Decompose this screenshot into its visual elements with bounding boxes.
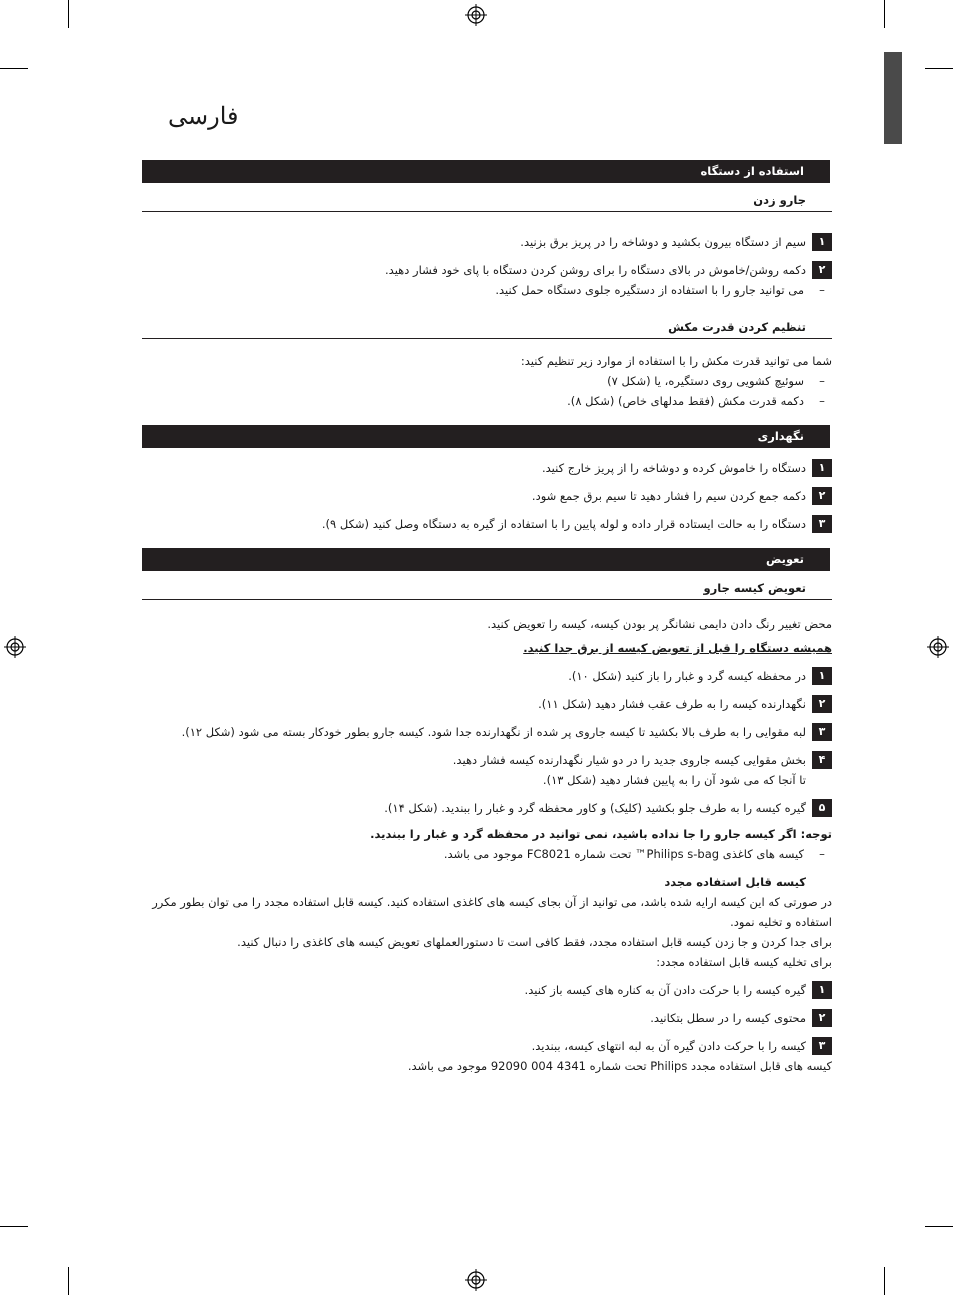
step — [142, 1036, 832, 1056]
step-number: ۳ — [812, 515, 832, 533]
warning-text: همیشه دستگاه را قبل از تعویض کیسه از برق جدا کنید. — [523, 641, 832, 655]
list-item: – دکمه قدرت مکش (فقط مدلهای خاص) (شکل ۸). — [142, 391, 832, 411]
paragraph: برای تخلیه کیسه قابل استفاده مجدد: — [656, 955, 832, 969]
subheading-suction: تنظیم کردن قدرت مکش — [142, 310, 832, 339]
list-item: – می توانید جارو را با استفاده از دستگیره جلوی دستگاه حمل کنید. — [142, 280, 832, 300]
step-text: دستگاه را به حالت ایستاده قرار داده و لوله پایین را با استفاده از گیره به دستگاه وصل کنید (شکل ۹). — [321, 517, 806, 531]
step-text: سیم از دستگاه بیرون بکشید و دوشاخه را در پریز برق بزنید. — [520, 235, 806, 249]
step-text: تا آنجا که می شود آن را به پایین فشار دهید (شکل ۱۳). — [542, 773, 806, 787]
language-tab — [884, 52, 902, 144]
step-number: ۵ — [812, 799, 832, 817]
step-number: ۱ — [812, 981, 832, 999]
step-number: ۲ — [812, 1009, 832, 1027]
step — [142, 750, 832, 790]
section-header-replace: تعویض — [142, 548, 830, 571]
step-text: کیسه را با حرکت دادن گیره آن به لبه انتهای کیسه، ببندید. — [531, 1039, 806, 1053]
step — [142, 694, 832, 714]
subheading-reusable: کیسه قابل استفاده مجدد — [664, 875, 806, 889]
crop-mark — [68, 0, 69, 28]
list-item-text: کیسه های کاغذی Philips s-bag™ تحت شماره FC8021 موجود می باشد. — [443, 847, 804, 861]
paragraph: محض تغییر رنگ دادن دایمی نشانگر پر بودن کیسه، کیسه را تعویض کنید. — [487, 617, 832, 631]
crop-mark — [0, 1226, 28, 1227]
step-text: دکمه روشن/خاموش در بالای دستگاه را برای روشن کردن دستگاه با پای خود فشار دهید. — [385, 263, 806, 277]
step-text: گیره کیسه را به طرف جلو بکشید (کلیک) و کاور محفظه گرد و غبار را ببندید. (شکل ۱۴). — [384, 801, 806, 815]
section-header-storage: نگهداری — [142, 425, 830, 448]
registration-mark-icon — [4, 636, 26, 658]
step-number: ۲ — [812, 261, 832, 279]
step-text: بخش مقوایی کیسه جاروی جدید را در دو شیار نگهدارنده کیسه فشار دهید. — [452, 753, 806, 767]
list-item-text: سوئیچ کشویی روی دستگیره، یا (شکل ۷) — [607, 374, 804, 388]
step-number: ۱ — [812, 233, 832, 251]
step — [142, 232, 832, 252]
step — [142, 980, 832, 1000]
step — [142, 666, 832, 686]
step-text: دستگاه را خاموش کرده و دوشاخه را از پریز خارج کنید. — [541, 461, 806, 475]
crop-mark — [884, 0, 885, 28]
list-item-text: دکمه قدرت مکش (فقط مدلهای خاص) (شکل ۸). — [567, 394, 804, 408]
crop-mark — [68, 1267, 69, 1295]
language-title: فارسی — [168, 102, 239, 130]
step-number: ۱ — [812, 667, 832, 685]
step-text: محتوی کیسه را در سطل بتکانید. — [650, 1011, 806, 1025]
list-item-text: می توانید جارو را با استفاده از دستگیره جلوی دستگاه حمل کنید. — [495, 283, 804, 297]
section-header-use: استفاده از دستگاه — [142, 160, 830, 183]
crop-mark — [0, 68, 28, 69]
step-text: نگهدارنده کیسه را به طرف عقب فشار دهید (شکل ۱۱). — [538, 697, 806, 711]
paragraph: شما می توانید قدرت مکش را با استفاده از موارد زیر تنظیم کنید: — [520, 354, 832, 368]
step — [142, 722, 832, 742]
step-text: لبه مقوایی را به طرف بالا بکشید تا کیسه جاروی پر شده از نگهدارنده جدا شود. کیسه جارو بطور خودکار بسته می شود (شکل ۱۲). — [181, 725, 806, 739]
subheading-vacuuming: جارو زدن — [142, 183, 832, 212]
list-item: – سوئیچ کشویی روی دستگیره، یا (شکل ۷) — [142, 371, 832, 391]
step-number: ۴ — [812, 751, 832, 769]
step-number: ۲ — [812, 487, 832, 505]
registration-mark-icon — [927, 636, 949, 658]
crop-mark — [925, 1226, 953, 1227]
step — [142, 1008, 832, 1028]
step-text: دکمه جمع کردن سیم را فشار دهید تا سیم برق جمع شود. — [531, 489, 806, 503]
crop-mark — [925, 68, 953, 69]
step — [142, 514, 832, 534]
step-text: در محفظه کیسه گرد و غبار را باز کنید (شکل ۱۰). — [568, 669, 806, 683]
list-item: – کیسه های کاغذی Philips s-bag™ تحت شماره FC8021 موجود می باشد. — [142, 844, 832, 864]
page-content — [142, 160, 832, 1076]
step — [142, 260, 832, 280]
paragraph: کیسه های قابل استفاده مجدد Philips تحت شماره 4341 004 92090 موجود می باشد. — [407, 1059, 832, 1073]
registration-mark-icon — [465, 4, 487, 26]
step-number: ۳ — [812, 1037, 832, 1055]
subheading-replace-bag: تعویض کیسه جارو — [142, 571, 832, 600]
step-text: گیره کیسه را با حرکت دادن آن به کناره های کیسه باز کنید. — [524, 983, 806, 997]
step-number: ۲ — [812, 695, 832, 713]
step — [142, 486, 832, 506]
registration-mark-icon — [465, 1269, 487, 1291]
note: توجه: اگر کیسه جارو را جا نداده باشید، نمی توانید در محفظه گرد و غبار را ببندید. — [370, 827, 832, 841]
crop-mark — [884, 1267, 885, 1295]
paragraph: در صورتی که این کیسه ارایه شده باشد، می توانید از آن بجای کیسه های کاغذی استفاده کنید. کیسه قابل استفاده مجدد را می توان بطور مکرر استفاده و تخلیه نمود. — [152, 895, 832, 929]
paragraph: برای جدا کردن و جا زدن کیسه قابل استفاده مجدد، فقط کافی است تا دستورالعملهای تعویض کیسه های کاغذی را دنبال کنید. — [237, 935, 832, 949]
step — [142, 458, 832, 478]
step — [142, 798, 832, 818]
step-number: ۳ — [812, 723, 832, 741]
step-number: ۱ — [812, 459, 832, 477]
